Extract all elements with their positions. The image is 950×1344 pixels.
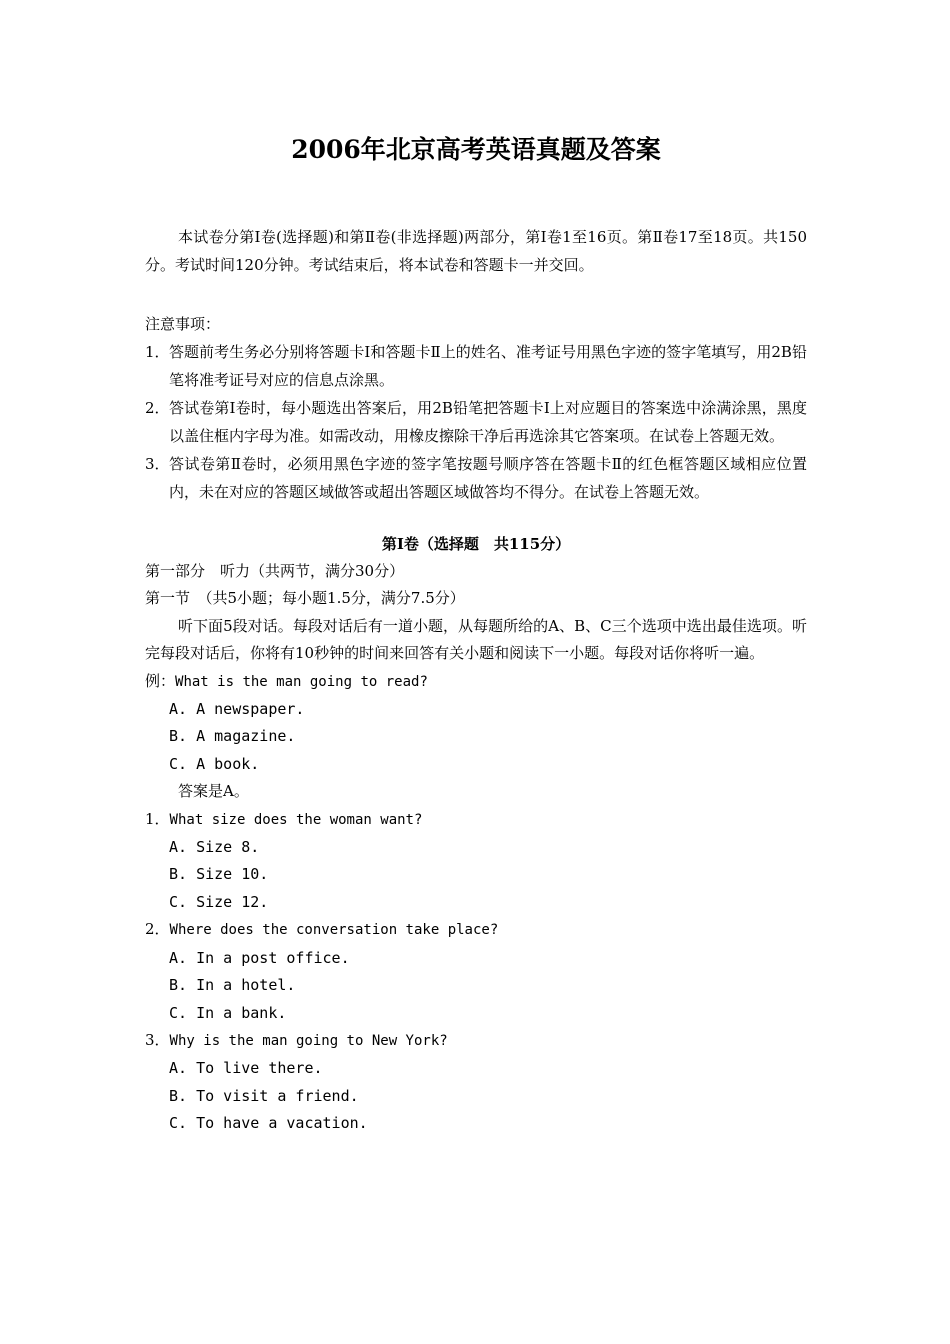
example-option: C. A book. xyxy=(169,754,260,773)
note-item xyxy=(145,450,807,506)
example-question-text: What is the man going to read? xyxy=(175,673,428,690)
note-number: 2． xyxy=(145,399,170,417)
subsection-heading: 第一节 （共5小题；每小题1.5分，满分7.5分） xyxy=(145,589,465,608)
question-text: Where does the conversation take place? xyxy=(169,922,499,939)
question-option: B. To visit a friend. xyxy=(169,1086,359,1105)
question-option: C. Size 12. xyxy=(169,892,269,911)
note-item xyxy=(145,338,807,394)
listening-instructions: 听下面5段对话。每段对话后有一道小题，从每题所给的A、B、C三个选项中选出最佳选项。听完每段对话后，你将有10秒钟的时间来回答有关小题和阅读下一小题。每段对话你将听一遍。 xyxy=(145,616,807,663)
example-option: B. A magazine. xyxy=(169,727,296,746)
note-text: 答题前考生务必分别将答题卡Ⅰ和答题卡Ⅱ上的姓名、准考证号用黑色字迹的签字笔填写，用2B铅笔将准考证号对应的信息点涂黑。 xyxy=(169,343,807,389)
question-option: C. In a bank. xyxy=(169,1003,287,1022)
question-option: B. Size 10. xyxy=(169,865,269,884)
question-number: 2． xyxy=(145,920,170,939)
question xyxy=(145,916,807,944)
example-prefix: 例： xyxy=(145,671,176,690)
note-number: 3． xyxy=(145,455,170,473)
question-text: What size does the woman want? xyxy=(169,811,423,828)
question xyxy=(145,806,807,834)
part-heading: 第一部分 听力（共两节，满分30分） xyxy=(145,562,405,580)
note-number: 1． xyxy=(145,343,170,361)
example-question xyxy=(145,668,807,696)
note-item xyxy=(145,394,807,450)
intro-paragraph: 本试卷分第Ⅰ卷(选择题)和第Ⅱ卷(非选择题)两部分，第Ⅰ卷1至16页。第Ⅱ卷17至18页。共150分。考试时间120分钟。考试结束后，将本试卷和答题卡一并交回。 xyxy=(145,228,807,274)
document-page xyxy=(145,130,807,1138)
question-option: A. To live there. xyxy=(169,1059,323,1078)
question-option: C. To have a vacation. xyxy=(169,1114,368,1133)
note-text: 答试卷第Ⅱ卷时，必须用黑色字迹的签字笔按题号顺序答在答题卡Ⅱ的红色框答题区域相应位置内，未在对应的答题区域做答或超出答题区域做答均不得分。在试卷上答题无效。 xyxy=(169,455,807,501)
question xyxy=(145,1027,807,1055)
notes-heading: 注意事项： xyxy=(145,315,221,333)
question-number: 1． xyxy=(145,809,170,828)
question-option: A. Size 8. xyxy=(169,838,260,857)
page-title: 2006年北京高考英语真题及答案 xyxy=(291,135,661,164)
question-text: Why is the man going to New York? xyxy=(169,1032,448,1049)
question-option: A. In a post office. xyxy=(169,948,350,967)
section-title: 第Ⅰ卷（选择题 共115分） xyxy=(381,535,571,553)
note-text: 答试卷第Ⅰ卷时，每小题选出答案后，用2B铅笔把答题卡Ⅰ上对应题目的答案选中涂满涂黑，黑度以盖住框内字母为准。如需改动，用橡皮擦除干净后再选涂其它答案项。在试卷上答题无效。 xyxy=(169,399,807,445)
question-number: 3． xyxy=(145,1030,170,1049)
question-option: B. In a hotel. xyxy=(169,976,296,995)
example-option: A. A newspaper. xyxy=(169,700,305,719)
example-answer: 答案是A。 xyxy=(178,782,249,801)
